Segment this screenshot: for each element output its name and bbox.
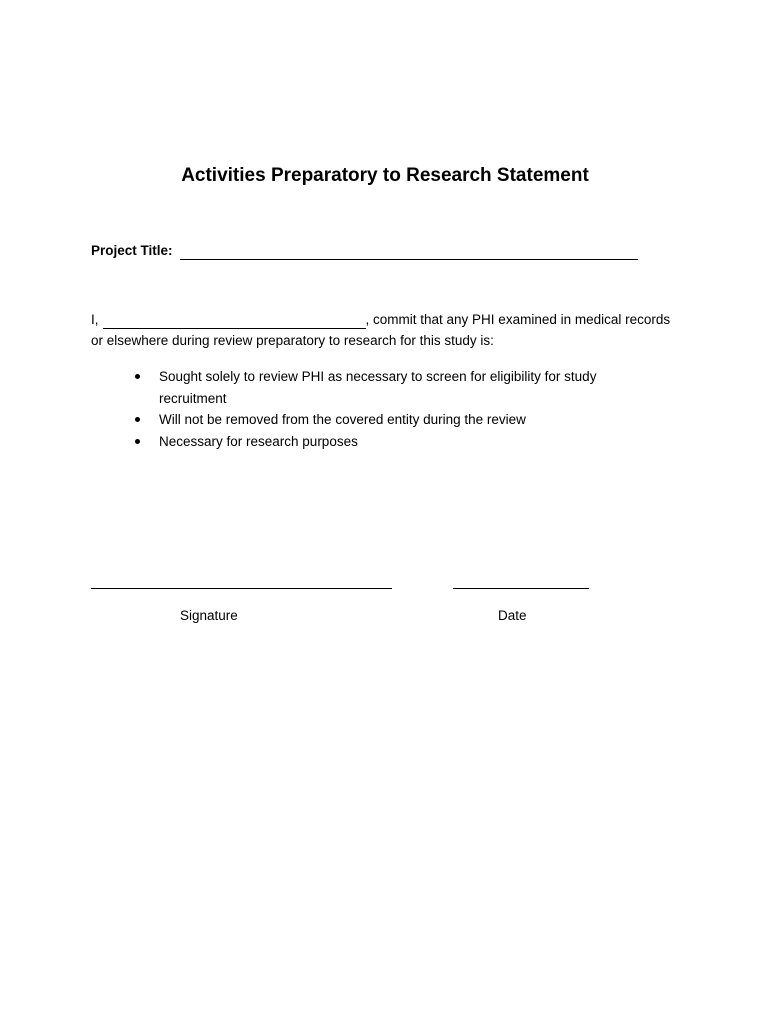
statement-line-1-suffix: , commit that any PHI examined in medical records	[365, 312, 671, 327]
list-item	[91, 409, 619, 431]
list-item-text: Will not be removed from the covered entity during the review	[159, 412, 526, 427]
signature-field[interactable]	[91, 588, 392, 589]
statement-line-2: or elsewhere during review preparatory to research for this study is:	[91, 333, 494, 348]
project-title-label: Project Title:	[91, 243, 173, 258]
document-title: Activities Preparatory to Research Statement	[181, 165, 589, 186]
list-item	[91, 431, 619, 453]
list-item-text: Necessary for research purposes	[159, 433, 358, 449]
statement-line-1	[91, 309, 670, 329]
name-field[interactable]	[103, 312, 366, 329]
project-title-row	[91, 240, 638, 260]
bullet-icon	[135, 374, 140, 379]
project-title-field[interactable]	[180, 242, 638, 260]
list-item	[91, 366, 619, 409]
statement-prefix: I,	[91, 312, 99, 327]
date-label: Date	[498, 608, 527, 623]
bullet-icon	[135, 439, 140, 444]
date-field[interactable]	[453, 588, 589, 589]
bullet-icon	[135, 417, 140, 422]
list-item-text: Sought solely to review PHI as necessary to screen for eligibility for study recruitment	[159, 369, 597, 406]
signature-label: Signature	[180, 608, 238, 623]
commitment-list	[91, 366, 691, 452]
